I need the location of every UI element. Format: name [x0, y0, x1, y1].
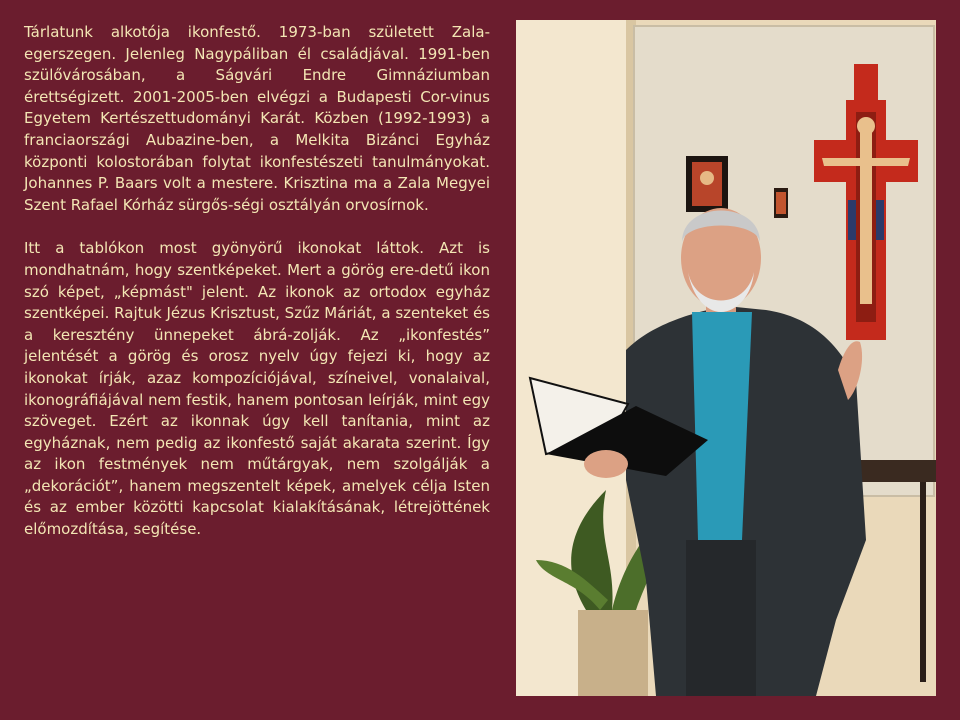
icon-explanation-paragraph: Itt a tablókon most gyönyörű ikonokat láttok. Azt is mondhatnám, hogy szentképeket. Mert a görög ere-detű ikon szó képet, „képmást" jelent. Az ikonok az ortodox egyház szentképei. Rajtuk Jézus Krisztust, Szűz Máriát, a szenteket és a keresztény ünnepeket ábrá-zolják. Az „ikonfestés” jelentését a görög és orosz nyelv úgy fejezi ki, hogy az ikonokat írják, azaz kompozíciójával, színeivel, vonalaival, ikonográfiájával nem festik, hanem pontosan leírják, mint egy szöveget. Ezért az ikonnak úgy kell tanítania, mint az egyháznak, nem pedig az ikonfestő saját akarata szerint. Így az ikon festmények nem műtárgyak, nem szolgálják a „dekorációt”, hanem megszentelt képek, amelyek célja Isten és az ember közötti kapcsolat kialakításának, létrejöttének előmozdítása, segítése.: [24, 239, 491, 539]
speaker-photo: [516, 20, 936, 696]
biography-paragraph: Tárlatunk alkotója ikonfestő. 1973-ban született Zala-egerszegen. Jelenleg Nagypáliban él családjával. 1991-ben szülővárosában, a Ságvári Endre Gimnáziumban érettségizett. 2001-2005-ben elvégzi a Budapesti Cor-vinus Egyetem Kertészettudományi Karát. Közben (1992-1993) a franciaországi Aubazine-ben, a Melkita Bizánci Egyház központi kolostorában folytat ikonfestészeti tanulmányokat. Johannes P. Baars volt a mestere. Krisztina ma a Zala Megyei Szent Rafael Kórház sürgős-ségi osztályán orvosírnok.: [24, 23, 490, 214]
text-column: [24, 22, 490, 563]
icon-painting-left: [686, 156, 728, 212]
icon-painting-small: [774, 188, 788, 218]
